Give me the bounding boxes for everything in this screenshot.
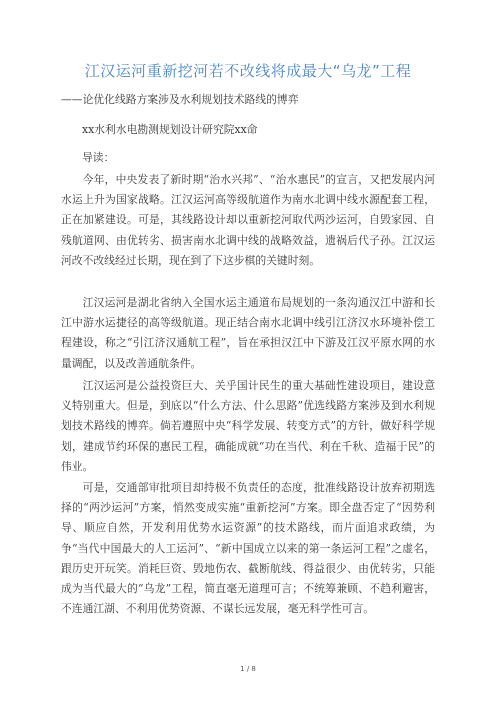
body-paragraph: 可是，交通部审批项目却持极不负责任的态度，批准线路设计放弃初期选择的“两沙运河”方案，悄然变成实施“重新挖河”方案。即全盘否定了“因势利导、顺应自然，开发利用优势水运资源”的技术路线，而片面追求政绩，为争“当代中国最大的人工运河”、“新中国成立以来的第一条运河工程”之虚名，跟历史开玩笑。消耗巨资、毁地伤农、截断航线、得益很少、由优转劣，只能成为当代最大的“乌龙”工程，简直毫无道理可言；不统筹兼顾、不趋利避害，不连通江湖、不利用优势资源、不谋长远发展，毫无科学性可言。 bbox=[61, 481, 435, 616]
body-paragraph: 今年，中央发表了新时期“治水兴邦”、“治水惠民”的宣言，又把发展内河水运上升为国家战略。江汉运河高等级航道作为南水北调中线水源配套工程，正在加紧建设。可是，其线路设计却以重新挖河取代两沙运河，自毁家园、自残航道网、由优转劣、损害南水北调中线的战略效益，遗祸后代子孙。江汉运河改不改线经过长期，现在到了下这步棋的关键时刻。 bbox=[61, 173, 435, 267]
body-paragraph: 江汉运河是公益投资巨大、关乎国计民生的重大基础性建设项目，建设意义特别重大。但是，到底以“什么方法、什么思路”优选线路方案涉及到水利规划技术路线的博弈。倘若遵照中央“科学发展、转变方式”的方针，做好科学规划，建成节约环保的惠民工程，确能成就“功在当代、利在千秋、造福于民”的伟业。 bbox=[61, 379, 435, 473]
intro-label: 导读： bbox=[82, 151, 115, 164]
page-indicator: 1 / 8 bbox=[240, 665, 256, 673]
document-title: 江汉运河重新挖河若不改线将成最大“乌龙”工程 bbox=[84, 62, 412, 80]
document-author: xx水利水电勘测规划设计研究院xx命 bbox=[82, 123, 258, 136]
document-subtitle: ——论优化线路方案涉及水利规划技术路线的博弈 bbox=[61, 93, 299, 106]
body-paragraph: 江汉运河是湖北省纳入全国水运主通道布局规划的一条沟通汉江中游和长江中游水运捷径的高等级航道。现正结合南水北调中线引江济汉水环境补偿工程建设，称之“引江济汉通航工程”，旨在承担汉江中下游及江汉平原水网的水量调配，以及改善通航条件。 bbox=[61, 296, 435, 370]
